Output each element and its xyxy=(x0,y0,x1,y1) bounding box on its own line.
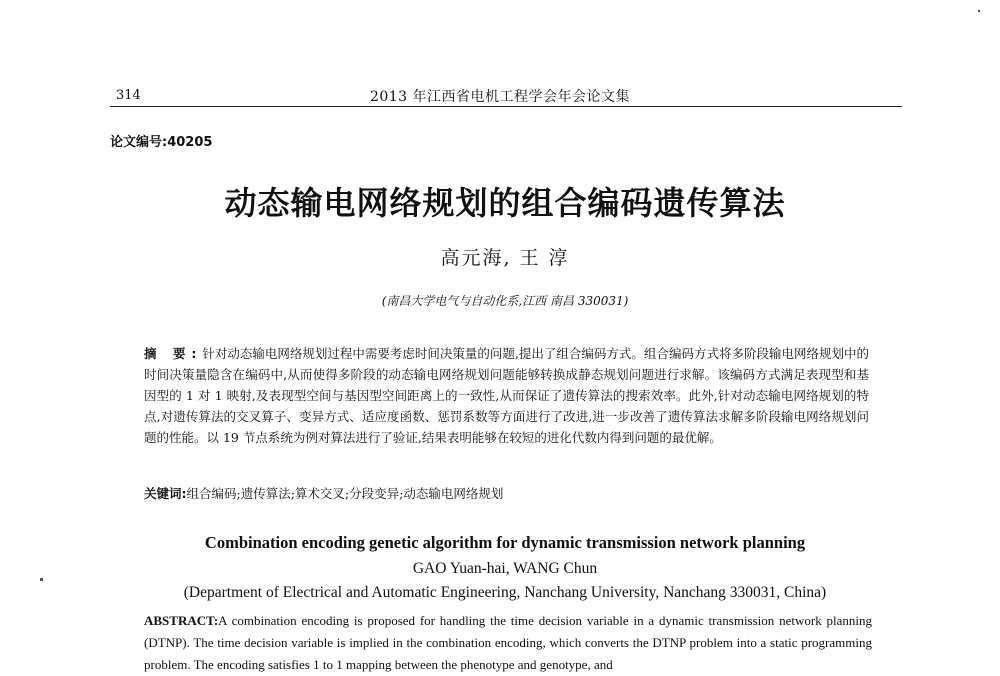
header-rule xyxy=(110,106,902,107)
authors: 高元海, 王 淳 xyxy=(440,247,570,269)
keywords-label: 关键词: xyxy=(144,486,187,501)
english-affiliation: (Department of Electrical and Automatic Engineering, Nanchang University, Nanchang 330031, China) xyxy=(183,584,827,601)
abstract-chinese xyxy=(144,343,869,448)
keywords-chinese xyxy=(144,484,869,502)
affiliation: (南昌大学电气与自动化系,江西 南昌 330031) xyxy=(381,294,629,308)
paper-number: 论文编号:40205 xyxy=(110,135,213,150)
abstract-label: 摘 要: xyxy=(144,346,203,361)
english-title: Combination encoding genetic algorithm for dynamic transmission network planning xyxy=(204,533,806,552)
english-authors: GAO Yuan-hai, WANG Chun xyxy=(412,560,598,577)
scan-speck xyxy=(40,578,43,581)
english-abstract-text: A combination encoding is proposed for handling the time decision variable in a dynamic transmission network planning (DTNP). The time decision variable is implied in the combination encoding, which converts the DTNP problem into a static programming problem. The encoding satisfies 1 to 1 mapping between the phenotype and genotype, and xyxy=(144,613,872,672)
scan-speck xyxy=(978,10,980,12)
running-head: 2013 年江西省电机工程学会年会论文集 xyxy=(369,89,631,105)
english-abstract xyxy=(144,610,872,676)
english-abstract-label: ABSTRACT: xyxy=(144,613,219,628)
abstract-text: 针对动态输电网络规划过程中需要考虑时间决策量的问题,提出了组合编码方式。组合编码方式将多阶段输电网络规划中的时间决策量隐含在编码中,从而使得多阶段的动态输电网络规划问题能够转换成静态规划问题进行求解。该编码方式满足表现型和基因型的 1 对 1 映射,及表现型空间与基因型空间距离上的一致性,从而保证了遗传算法的搜索效率。此外,针对动态输电网络规划的特点,对遗传算法的交叉算子、变异方式、适应度函数、惩罚系数等方面进行了改进,进一步改善了遗传算法求解多阶段输电网络规划问题的性能。以 19 节点系统为例对算法进行了验证,结果表明能够在较短的进化代数内得到问题的最优解。 xyxy=(144,346,869,445)
keywords-text: 组合编码;遗传算法;算术交叉;分段变异;动态输电网络规划 xyxy=(186,486,504,501)
paper-title: 动态输电网络规划的组合编码遗传算法 xyxy=(224,184,786,222)
page-number: 314 xyxy=(116,88,141,103)
